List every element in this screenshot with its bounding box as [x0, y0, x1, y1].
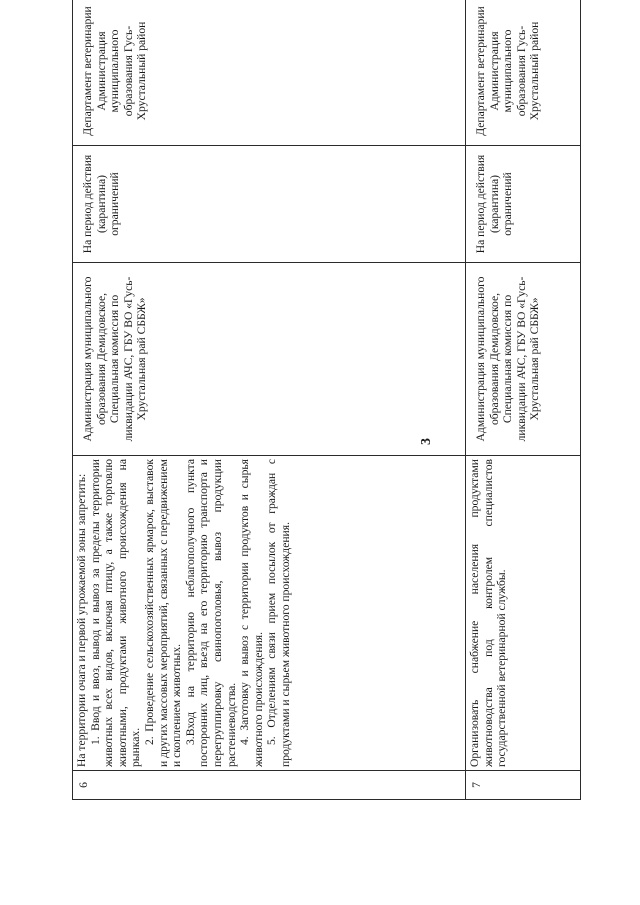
- action-cell: [73, 456, 466, 771]
- action-intro: На территории очага и первой угрожаемой зоны запретить:: [75, 473, 88, 767]
- row-number: 7: [466, 771, 581, 800]
- responsible-text: Департамент ветеринарии Администрация муниципального образования Гусь-Хрустальный район: [81, 6, 149, 136]
- measures-table-rotated: [72, 6, 580, 800]
- period-text: На период действия (карантина) ограничений: [474, 154, 515, 254]
- executor-cell: [466, 263, 581, 456]
- measures-table: [72, 0, 581, 800]
- period-text: На период действия (карантина) ограничений: [81, 154, 122, 254]
- responsible-text: Департамент ветеринарии Администрация муниципального образования Гусь-Хрустальный район: [474, 6, 542, 136]
- executor-text: Администрация муниципального образования Демидовское, Специальная комиссия по ликвидации АЧС, ГБУ ВО «Гусь-Хрустальная рай СББЖ»: [474, 276, 542, 442]
- executor-cell: [73, 263, 466, 456]
- action-item: 1. Ввод и ввоз, вывод и вывоз за пределы территории животных всех видов, включая птицу, а также торговлю животными, продуктами животного происхождения на рынках.: [88, 459, 143, 767]
- action-item: 2. Проведение сельскохозяйственных ярмарок, выставок и других массовых мероприятий, связанных с передвижением и скоплением животных.: [142, 459, 184, 767]
- table-row: [466, 0, 581, 800]
- action-intro: Организовать снабжение населения продуктами животноводства под контролем специалистов государственной ветеринарной службы.: [468, 459, 509, 767]
- row-number: 6: [73, 771, 466, 800]
- responsible-cell: [73, 0, 466, 146]
- action-item: 3.Вход на территорию неблагополучного пункта посторонних лиц, въезд на его территорию транспорта и перегруппировку свинопоголовья, вывоз продукции растениеводства.: [183, 459, 238, 767]
- action-item: 5. Отделениям связи прием посылок от граждан с продуктами и сырьем животного происхождения.: [265, 459, 292, 767]
- executor-text: Администрация муниципального образования Демидовское, Специальная комиссия по ликвидации АЧС, ГБУ ВО «Гусь-Хрустальная рай СББЖ»: [81, 276, 149, 442]
- period-cell: [73, 146, 466, 263]
- action-item: 4. Заготовку и вывоз с территории продуктов и сырья животного происхождения.: [238, 459, 265, 767]
- action-cell: [466, 456, 581, 771]
- responsible-cell: [466, 0, 581, 146]
- table-row: [73, 0, 466, 800]
- page-number: 3: [419, 438, 434, 445]
- period-cell: [466, 146, 581, 263]
